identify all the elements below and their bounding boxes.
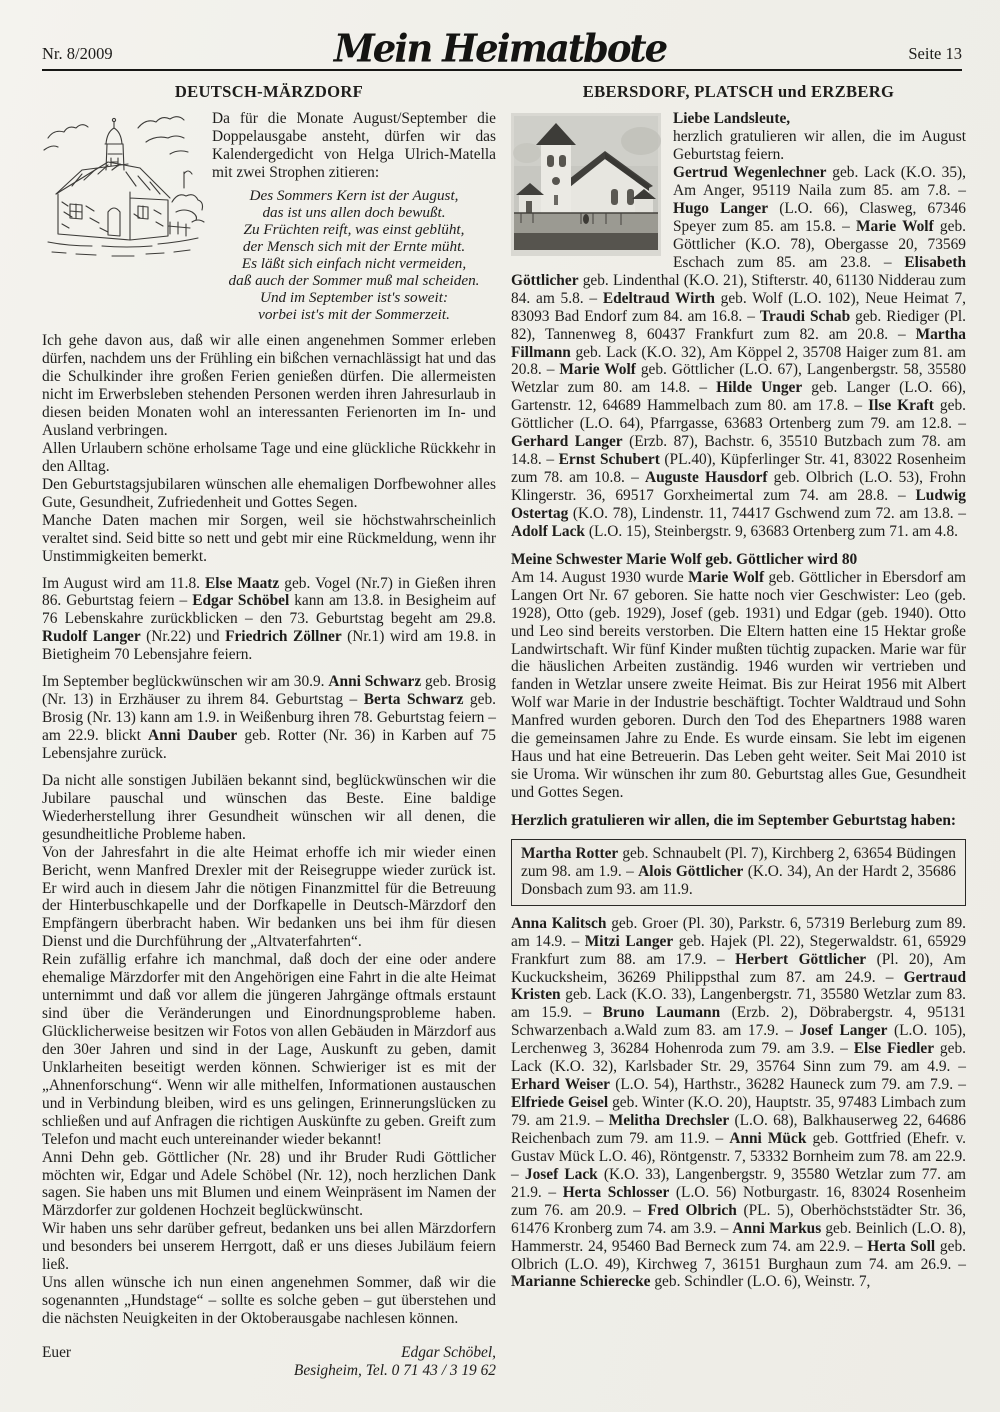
august-intro: herzlich gratulieren wir allen, die im August Geburtstag feiern. (673, 128, 966, 164)
august-birthday-list: Gertrud Wegenlechner geb. Lack (K.O. 35), Am Anger, 95119 Naila zum 85. am 7.8. – Hugo Langer (L.O. 66), Clasweg, 67346 Speyer zum 85. am 15.8. – Marie Wolf geb. Göttlicher (K.O. 78), Obergasse 20, 73569 Eschach zum 85. am 23.8. – Elisabeth Göttlicher geb. Lindenthal (K.O. 21), Stifterstr. 40, 61130 Nidderau zum 84. am 5.8. – Edeltraud Wirth geb. Wolf (L.O. 102), Neue Heimat 7, 83093 Bad Endorf zum 84. am 16.8. – Traudi Schab geb. Riediger (Pl. 82), Tannenweg 8, 60437 Frankfurt zum 82. am 20.8. – Martha Fillmann geb. Lack (K.O. 32), Am Köppel 2, 35708 Haiger zum 81. am 20.8. – Marie Wolf geb. Göttlicher (L.O. 67), Langenbergstr. 58, 35580 Wetzlar zum 80. am 14.8. – Hilde Unger geb. Langer (L.O. 66), Gartenstr. 12, 64689 Hammelbach zum 80. am 17.8. – Ilse Kraft geb. Göttlicher (L.O. 64), Pfarrgasse, 63683 Ortenberg zum 79. am 12.8. – Gerhard Langer (Erzb. 87), Bachstr. 6, 35510 Butzbach zum 78. am 14.8. – Ernst Schubert (PL.40), Küpferlinger Str. 41, 83022 Rosenheim zum 78. am 10.8. – Auguste Hausdorf geb. Olbrich (L.O. 53), Frohn Klingerstr. 36, 69517 Gorxheimertal zum 74. am 28.8. – Ludwig Ostertag (K.O. 78), Lindenstr. 11, 74417 Gschwend zum 72. am 13.8. – Adolf Lack (L.O. 15), Steinbergstr. 9, 63683 Ortenberg zum 71. am 4.8. (511, 164, 967, 540)
paragraph: Ich gehe davon aus, daß wir alle einen angenehmen Sommer erleben dürfen, nachdem uns der Frühling ein bißchen vernachlässigt hat und das die Schulkinder ihre großen Ferien genießen dürfen. Die allermeisten nicht im Erwerbsleben stehenden Personen werden ihren Jahresurlaub in diesen beiden Monaten wohl an interessanten Ferienorten im In- und Ausland verbringen. (42, 332, 496, 440)
paragraph: Wir haben uns sehr darüber gefreut, bedanken uns bei allen Märzdorfern und besonders bei unserem Herrgott, daß er uns dieses Jubiläum feiern ließ. (42, 1220, 496, 1274)
september-birthday-list: Anna Kalitsch geb. Groer (Pl. 30), Parkstr. 6, 57319 Berleburg zum 89. am 14.9. – Mitzi Langer geb. Hajek (Pl. 22), Stegerwaldstr. 61, 65929 Frankfurt zum 88. am 17.9. – Herbert Göttlicher (Pl. 20), Am Kuckucksheim, 36269 Philippsthal zum 87. am 24.9. – Gertraud Kristen geb. Lack (K.O. 33), Langenbergstr. 71, 35580 Wetzlar zum 83. am 15.9. – Bruno Laumann (Erzb. 2), Döbrabergstr. 4, 95131 Schwarzenbach a.Wald zum 83. am 17.9. – Josef Langer (L.O. 105), Lerchenweg 3, 36284 Hohenroda zum 79. am 3.9. – Else Fiedler geb. Lack (K.O. 32), Karlsbader Str. 29, 35764 Sinn zum 79. am 4.9. – Erhard Weiser (L.O. 54), Harthstr., 36282 Hauneck zum 79. am 7.9. – Elfriede Geisel geb. Winter (K.O. 20), Hauptstr. 35, 97483 Limbach zum 79. am 21.9. – Melitha Drechsler (L.O. 68), Balkhauserweg 22, 64686 Reichenbach zum 79. am 11.9. – Anni Mück geb. Gottfried (Ehefr. v. Gustav Mück L.O. 46), Röntgenstr. 7, 53332 Bornheim zum 78. am 22.9. – Josef Lack (K.O. 33), Langenbergstr. 9, 35580 Wetzlar zum 77. am 21.9. – Herta Schlosser (L.O. 56) Notburgastr. 16, 83024 Rosenheim zum 76. am 20.9. – Fred Olbrich (PL. 5), Oberhöchststädter Str. 36, 61476 Kronberg zum 74. am 3.9. – Anni Markus geb. Beinlich (L.O. 8), Hammerstr. 24, 95460 Bad Berneck zum 74. am 22.9. – Herta Soll geb. Olbrich (L.O. 49), Kirchweg 7, 36151 Burghaun zum 74. am 26.9. – Marianne Schierecke geb. Schindler (L.O. 6), Weinstr. 7, (511, 914, 967, 1291)
poem-line: Zu Früchten reift, was einst geblüht, (243, 221, 465, 239)
poem-line: Und im September ist's soweit: (259, 289, 448, 307)
signature (42, 1344, 496, 1380)
church-photo-image (511, 113, 661, 256)
column-left (42, 80, 496, 1380)
signature-name: Edgar Schöbel, (401, 1343, 496, 1361)
paragraph: Da nicht alle sonstigen Jubiläen bekannt sind, beglückwünschen wir die Jubilare pauschal und wünschen das Beste. Eine baldige Wiederherstellung ihrer Gesundheit wünschen wir all denen, die gesundheitliche Probleme haben. (42, 771, 496, 843)
issue-number: Nr. 8/2009 (42, 44, 113, 63)
poem-line: Es läßt sich einfach nicht vermeiden, (241, 255, 467, 273)
masthead-logo: Mein Heimatbote (333, 25, 667, 71)
poem-line: vorbei ist's mit der Sommerzeit. (258, 306, 450, 324)
paragraph: Manche Daten machen mir Sorgen, weil sie höchstwahrscheinlich veraltet sind. Seid bitte so nett und gebt mir eine Rückmeldung, wenn ihr Unstimmigkeiten bemerkt. (42, 511, 496, 565)
poem-line: daß auch der Sommer muß mal scheiden. (228, 272, 480, 290)
paragraph: Den Geburtstagsjubilaren wünschen alle ehemaligen Dorfbewohner alles Gute, Gesundheit, Zufriedenheit und Gottes Segen. (42, 475, 496, 511)
highlight-box-text: Martha Rotter geb. Schnaubelt (Pl. 7), Kirchberg 2, 63654 Büdingen zum 98. am 1.9. – Alois Göttlicher (K.O. 34), An der Hardt 2, 35686 Donsbach zum 93. am 11.9. (521, 844, 956, 898)
church-sketch-drawing (42, 110, 212, 323)
paragraph: Uns allen wünsche ich nun einen angenehmen Sommer, daß wir die sogenannten „Hundstage“ – sollte es solche geben – gut überstehen und die nächsten Neuigkeiten in der Oktoberausgabe nachlesen können. (42, 1274, 496, 1328)
salutation: Liebe Landsleute, (673, 110, 791, 128)
paragraph: Anni Dehn geb. Göttlicher (Nr. 28) und ihr Bruder Rudi Göttlicher möchten wir, Edgar und Adele Schöbel (Nr. 12), noch herzlichen Dank sagen. Sie haben uns mit Blumen und einem Weinpräsent im Namen der Märzdorfer zur goldenen Hochzeit beglückwünscht. (42, 1148, 496, 1220)
article-heading-left: DEUTSCH-MÄRZDORF (174, 82, 364, 101)
sister-section-heading: Meine Schwester Marie Wolf geb. Göttlicher wird 80 (511, 550, 858, 568)
poem-line: der Mensch sich mit der Ernte müht. (242, 238, 466, 256)
poem-line: Des Sommers Kern ist der August, (249, 187, 459, 205)
paragraph: Von der Jahresfahrt in die alte Heimat erhoffe ich mir wieder einen Bericht, wenn Manfred Drexler mit der Reisegruppe wieder zurück ist. Er wird auch in diesem Jahr die nötigen Finanzmittel für die Betreuung der Hinterbuschkapelle und der Dorfkapelle in Deutsch-Märzdorf den Empfängern überbracht haben. Wir bedanken uns bei ihm für diesen Dienst und die Durchführung der „Altvaterfahrten“. (42, 843, 496, 951)
poem-line: das ist uns allen doch bewußt. (262, 204, 446, 222)
paragraph: Allen Urlaubern schöne erholsame Tage und eine glückliche Rückkehr in den Alltag. (42, 439, 496, 475)
september-section-heading: Herzlich gratulieren wir allen, die im September Geburtstag haben: (511, 811, 956, 829)
paragraph: Im September beglückwünschen wir am 30.9. Anni Schwarz geb. Brosig (Nr. 13) in Erzhäuser zu ihrem 84. Geburtstag – Berta Schwarz geb. Brosig (Nr. 13) kann am 1.9. in Weißenburg ihren 78. Geburtstag feiern – am 22.9. blickt Anni Dauber geb. Rotter (Nr. 36) in Karben auf 75 Lebensjahre zurück. (42, 673, 497, 762)
header-rule (42, 69, 962, 71)
signature-address: Besigheim, Tel. 0 71 43 / 3 19 62 (293, 1361, 496, 1379)
sister-paragraph: Am 14. August 1930 wurde Marie Wolf geb. Göttlicher in Ebersdorf am Langen Ort Nr. 67 geboren. Sie hatte noch vier Geschwister: Leo (geb. 1928), Otto (geb. 1929), Josef (geb. 1931) und Edgar (geb. 1940). Otto und Leo sind bereits verstorben. Die Eltern hatten eine 15 Hektar große Landwirtschaft. Wir fünf Kinder mußten tüchtig zupacken. Marie war für die häuslichen Arbeiten zuständig. 1946 wurden wir vertrieben und fanden in Wetzlar unsere zweite Heimat. Bis zur Heirat 1956 mit Albert Wolf war Marie in der Industrie beschäftigt. Tochter Waldtraud und Sohn Manfred wurden geboren. Durch den Tod des Ehepartners 1988 waren die gemeinsamen Jahre zu Ende. Es wurde einsam. Sie lebt im eigenen Haus und hat eine Betreuerin. Das Leben geht weiter. Seit Mai 2010 ist sie Uroma. Wir wünschen ihr zum 80. Geburtstag alles Gue, Gesundheit und Gottes Segen. (511, 568, 966, 802)
columns (42, 80, 966, 1380)
article-heading-right: EBERSDORF, PLATSCH und ERZBERG (582, 82, 895, 101)
signature-closing: Euer (42, 1343, 72, 1361)
signature-author (294, 1344, 496, 1380)
page-number: Seite 13 (908, 44, 962, 63)
paragraph: Rein zufällig erfahre ich manchmal, daß doch der eine oder andere ehemalige Märzdorfer mit den Angehörigen eine Fahrt in die alte Heimat unternimmt und daß vor allem die jüngeren Jahrgänge oftmals erstaunt sind über die Veränderungen und Einordnungsprobleme haben. Glücklicherweise besitzen wir Fotos von allen Gebäuden in Märzdorf aus den 30er Jahren und sind in der Lage, Auskunft zu geben, damit Unklarheiten beseitigt werden können. Schwieriger ist es mit der „Ahnenforschung“. Wenn wir alle mithelfen, Informationen austauschen und in Verbindung bleiben, wird es uns gelingen, Erinnerungslücken zu schließen und auf Anfragen die richtigen Auskünfte zu geben. Greift zum Telefon und macht euch untereinander wieder bekannt! (42, 951, 496, 1148)
church-photo (511, 113, 661, 256)
column-right (511, 80, 966, 1380)
paragraph: Im August wird am 11.8. Else Maatz geb. Vogel (Nr.7) in Gießen ihren 86. Geburtstag feiern – Edgar Schöbel kann am 13.8. in Besigheim auf 76 Lebenskahre zurückblicken – den 73. Geburtstag begeht am 29.8. Rudolf Langer (Nr.22) und Friedrich Zöllner (Nr.1) wird am 19.8. in Bietigheim 70 Lebensjahre feiern. (42, 574, 496, 664)
intro-paragraph: Da für die Monate August/September die Doppelausgabe ansteht, dürfen wir das Kalendergedicht von Helga Ulrich-Matella mit zwei Strophen zitieren: (212, 110, 496, 182)
highlight-box (511, 839, 966, 906)
church-sketch (42, 110, 212, 323)
